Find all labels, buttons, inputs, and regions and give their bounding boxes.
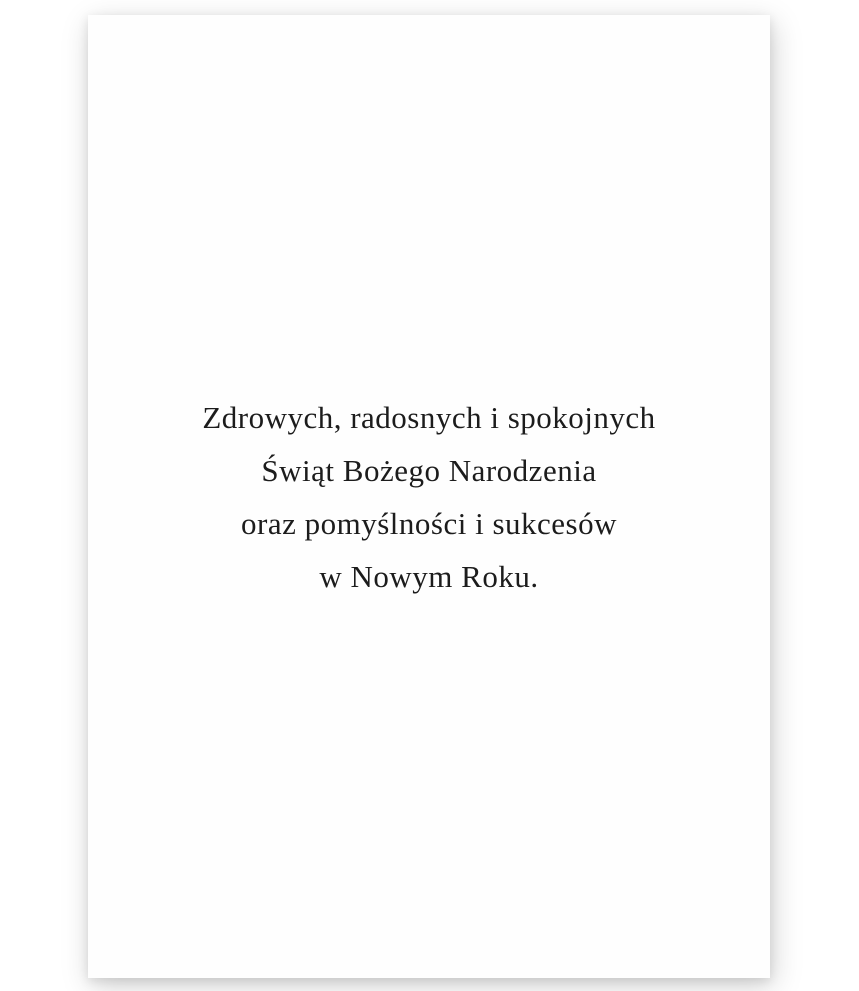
greeting-line-1: Zdrowych, radosnych i spokojnych <box>202 399 656 435</box>
greeting-line-4: w Nowym Roku. <box>319 558 539 594</box>
greeting-card-poster <box>88 15 770 978</box>
greeting-text-block <box>202 391 655 603</box>
greeting-line-2: Świąt Bożego Narodzenia <box>261 452 597 488</box>
greeting-line-3: oraz pomyślności i sukcesów <box>241 505 617 541</box>
